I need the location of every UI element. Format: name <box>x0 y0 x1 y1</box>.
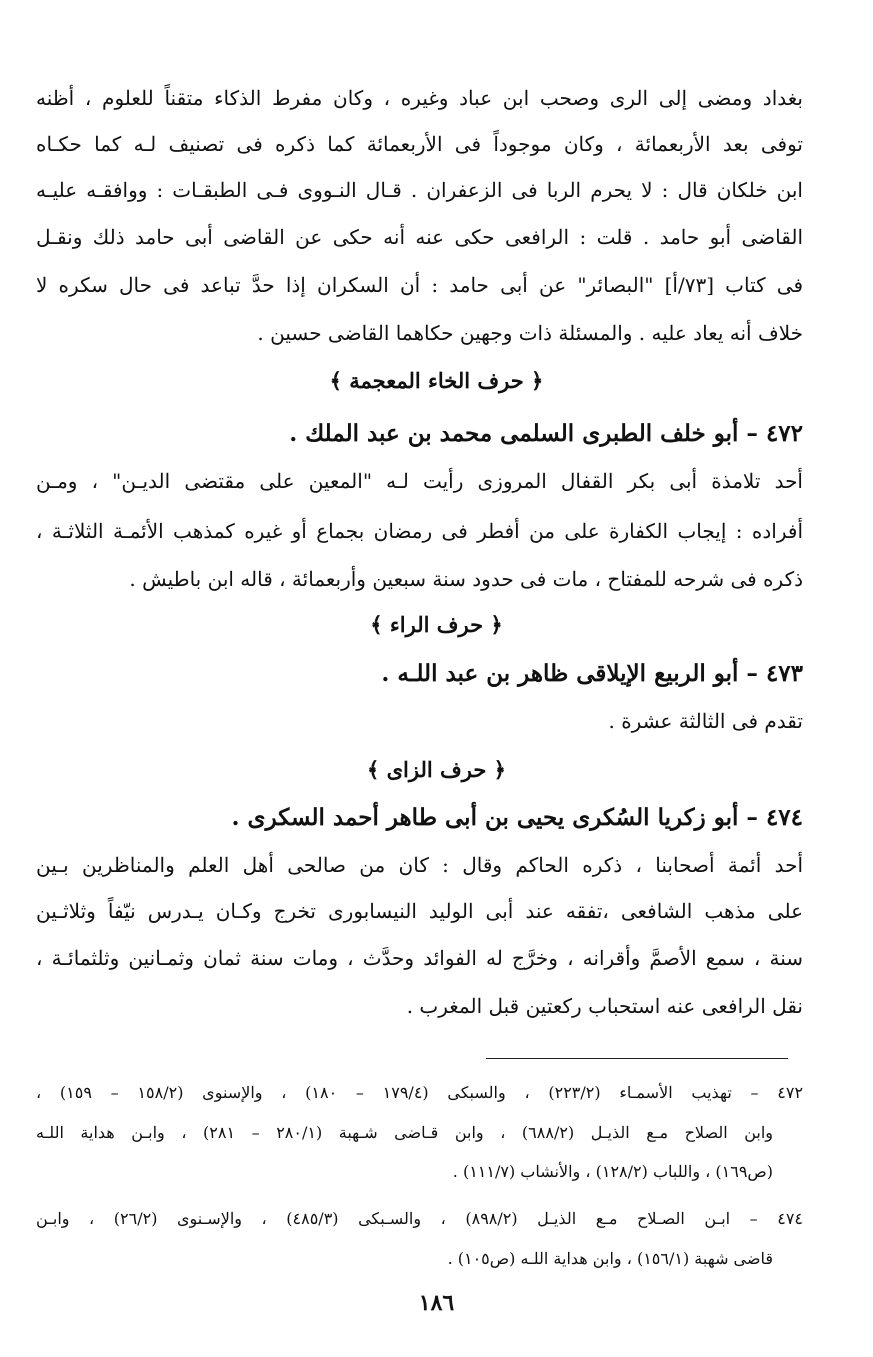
entry-heading-474: ٤٧٤ – أبو زكريا السُكرى يحيى بن أبى طاهر أحمد السكرى . <box>231 804 803 831</box>
paragraph-line: خلاف أنه يعاد عليه . والمسئلة ذات وجهين حكاهما القاضى حسين . <box>257 321 803 345</box>
entry-heading-473: ٤٧٣ – أبو الربيع الإيلاقى ظاهر بن عبد اللـه . <box>381 660 803 687</box>
section-heading-zay: ﴿ حرف الزاى ﴾ <box>367 757 506 782</box>
paragraph-line: القاضى أبو حامد . قلت : الرافعى حكى عنه أنه حكى عن القاضى أبى حامد ذلك ونقـل <box>36 225 803 249</box>
entry-line: أفراده : إيجاب الكفارة على من أفطر فى رمضان بجماع أو غيره كمذهب الأئمـة الثلاثـة ، <box>36 519 803 543</box>
entry-line: تقدم فى الثالثة عشرة . <box>608 709 803 733</box>
section-heading-kha: ﴿ حرف الخاء المعجمة ﴾ <box>329 368 544 393</box>
paragraph-line: توفى بعد الأربعمائة ، وكان موجوداً فى الأربعمائة كما ذكره فى تصنيف لـه كما حكـاه <box>36 132 803 156</box>
entry-line: سنة ، سمع الأصمَّ وأقرانه ، وخرَّج له الفوائد وحدَّث ، ومات سنة ثمان وثمـانين وثلثمائـة ، <box>36 946 803 970</box>
entry-line: أحد أئمة أصحابنا ، ذكره الحاكم وقال : كان من صالحى أهل العلم والمناظرين بـين <box>36 853 803 877</box>
paragraph-line: بغداد ومضى إلى الرى وصحب ابن عباد وغيره ، وكان مفرط الذكاء متقناً للعلوم ، أظنه <box>36 86 803 110</box>
paragraph-line: ابن خلكان قال : لا يحرم الربا فى الزعفران . قـال النـووى فـى الطبقـات : ووافقـه عليـه <box>36 178 803 202</box>
footnote-line: (ص١٦٩) ، واللباب (١٢٨/٢) ، والأنشاب (١١١/٧) . <box>452 1162 773 1181</box>
footnote-line: وابن الصلاح مـع الذيـل (٦٨٨/٢) ، وابن قـاضى شـهبة (٢٨٠/١ – ٢٨١) ، وابـن هداية اللـه <box>36 1123 773 1142</box>
entry-line: ذكره فى شرحه للمفتاح ، مات فى حدود سنة سبعين وأربعمائة ، قاله ابن باطيش . <box>129 567 803 591</box>
page-number: ١٨٦ <box>418 1290 455 1316</box>
section-heading-ra: ﴿ حرف الراء ﴾ <box>370 612 503 637</box>
entry-heading-472: ٤٧٢ – أبو خلف الطبرى السلمى محمد بن عبد الملك . <box>289 420 803 447</box>
entry-line: أحد تلامذة أبى بكر القفال المروزى رأيت لـه "المعين على مقتضى الديـن" ، ومـن <box>36 469 803 493</box>
entry-line: نقل الرافعى عنه استحباب ركعتين قبل المغرب . <box>406 994 803 1018</box>
footnote-line: ٤٧٤ – ابـن الصـلاح مـع الذيـل (٨٩٨/٢) ، والسـبكى (٤٨٥/٣) ، والإسـنوى (٢٦/٢) ، وابـن <box>36 1209 803 1228</box>
entry-line: على مذهب الشافعى ،تفقه عند أبى الوليد النيسابورى تخرج وكـان يـدرس نيّفاً وثلاثـين <box>36 899 803 923</box>
footnote-line: ٤٧٢ – تهذيب الأسمـاء (٢٢٣/٢) ، والسبكى (١٧٩/٤ – ١٨٠) ، والإسنوى (١٥٨/٢ – ١٥٩) ، <box>36 1083 803 1102</box>
paragraph-line: فى كتاب [٧٣/أ] "البصائر" عن أبى حامد : أن السكران إذا حدَّ تباعد فى حال سكره لا <box>36 273 803 297</box>
footnote-divider <box>486 1058 788 1059</box>
footnote-line: قاضى شهبة (١٥٦/١) ، وابن هداية اللـه (ص١٠٥) . <box>447 1249 773 1268</box>
